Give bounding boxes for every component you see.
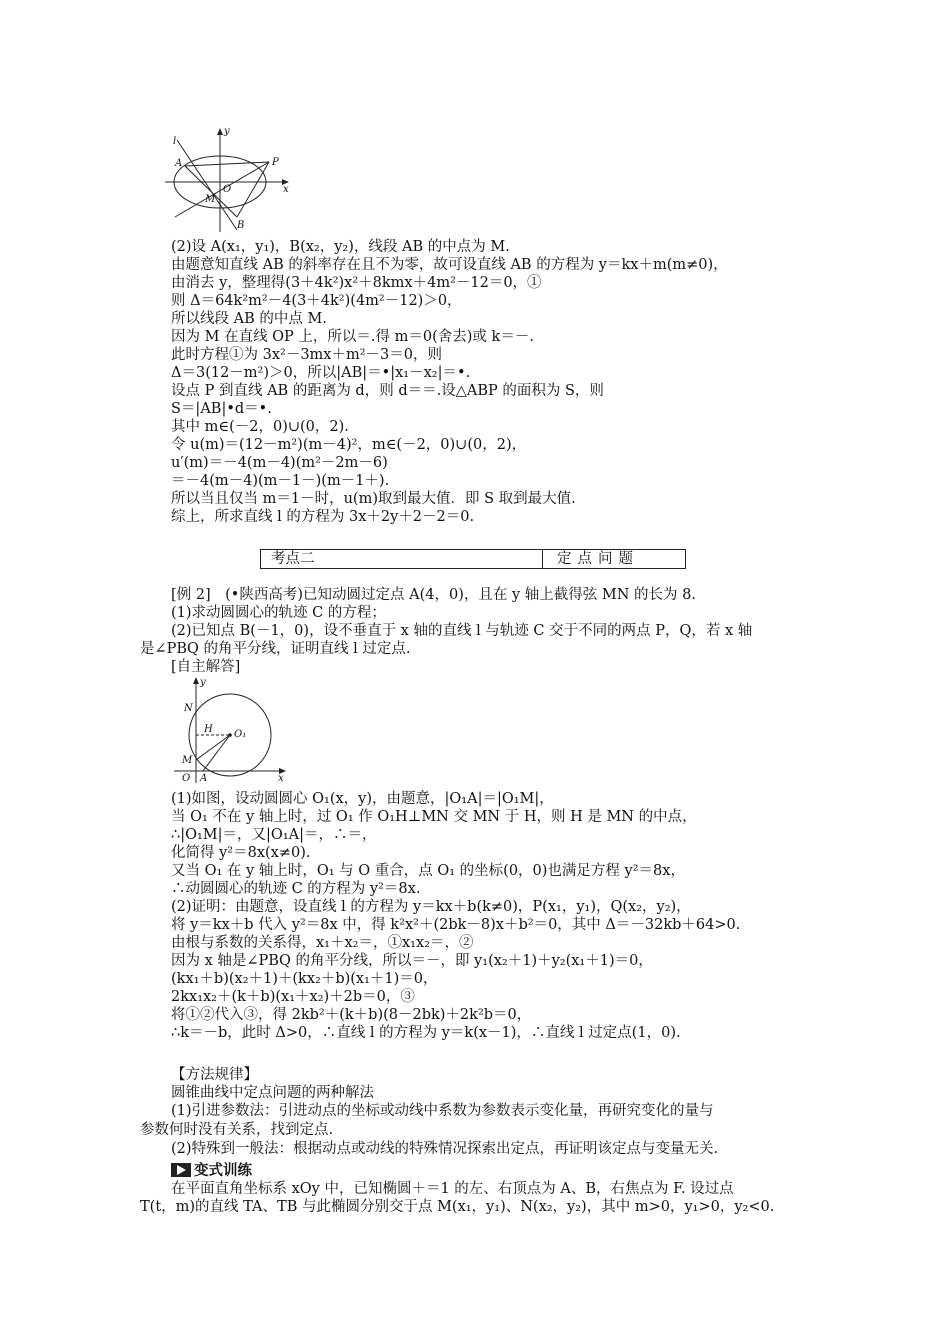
fig2-label-H: H [204,724,213,735]
example-line-5: [自主解答] [171,659,241,675]
fig2-label-A: A [200,773,208,784]
solution-line-7: (2)证明：由题意，设直线 l 的方程为 y＝kx＋b(k≠0)，P(x₁，y₁)，Q(x₂，y₂)， [171,899,691,915]
part1-line-13: u′(m)＝－4(m－4)(m²－2m－6) [171,455,388,471]
solution-line-6: ∴动圆圆心的轨迹 C 的方程为 y²＝8x. [171,881,421,897]
example-line-4: 是∠PBQ 的角平分线，证明直线 l 过定点. [140,641,411,657]
solution-line-1: (1)如图，设动圆圆心 O₁(x，y)，由题意，|O₁A|＝|O₁M|， [171,791,554,807]
fig2-label-O: O [182,773,191,784]
part1-line-5: 所以线段 AB 的中点 M. [171,311,327,327]
solution-line-5: 又当 O₁ 在 y 轴上时，O₁ 与 O 重合，点 O₁ 的坐标(0，0)也满足方程 y²＝8x， [171,863,685,879]
fig1-label-y: y [224,126,230,137]
ellipse-figure [165,122,295,234]
part1-line-8: Δ＝3(12－m²)＞0，所以|AB|＝•|x₁－x₂|＝•. [171,365,471,381]
section-header-box [260,549,686,569]
fig1-label-O: O [223,184,232,195]
solution-line-4: 化简得 y²＝8x(x≠0). [171,845,311,861]
part1-line-10: S＝|AB|•d＝•. [171,401,272,417]
part1-line-16: 综上，所求直线 l 的方程为 3x＋2y＋2－2＝0. [171,509,475,525]
part1-line-9: 设点 P 到直线 AB 的距离为 d，则 d＝＝.设△ABP 的面积为 S，则 [171,383,604,399]
part1-line-12: 令 u(m)＝(12－m²)(m－4)²，m∈(－2，0)∪(0，2)， [171,437,527,453]
part1-line-7: 此时方程①为 3x²－3mx＋m²－3＝0，则 [171,347,442,363]
solution-line-10: 因为 x 轴是∠PBQ 的角平分线，所以＝－，即 y₁(x₂＋1)＋y₂(x₁＋1)＝0， [171,953,653,969]
solution-line-14: ∴k＝－b，此时 Δ>0，∴直线 l 的方程为 y＝k(x－1)，∴直线 l 过定点(1，0). [171,1025,681,1041]
variant-training-title [171,1162,252,1181]
fig2-label-M: M [182,755,193,766]
method-line-4: (2)特殊到一般法：根据动点或动线的特殊情况探索出定点，再证明该定点与变量无关. [171,1141,719,1157]
part1-line-6: 因为 M 在直线 OP 上，所以＝.得 m＝0(舍去)或 k＝－. [171,329,534,345]
section-divider [542,550,543,568]
fig1-label-x: x [283,184,289,195]
variant-line-1: 在平面直角坐标系 xOy 中，已知椭圆＋＝1 的左、右顶点为 A、B，右焦点为 F. 设过点 [171,1181,734,1197]
part1-line-15: 所以当且仅当 m＝1－时，u(m)取到最大值．即 S 取到最大值. [171,491,576,507]
method-line-3: 参数何时没有关系，找到定点. [140,1122,334,1138]
part1-line-4: 则 Δ＝64k²m²－4(3＋4k²)(4m²－12)＞0， [171,293,462,309]
fig1-label-l: l [173,136,177,147]
method-line-2: (1)引进参数法：引进动点的坐标或动线中系数为参数表示变化量，再研究变化的量与 [171,1103,714,1119]
method-line-1: 圆锥曲线中定点问题的两种解法 [171,1085,374,1101]
variant-title-text: 变式训练 [194,1163,252,1179]
solution-line-11: (kx₁＋b)(x₂＋1)＋(kx₂＋b)(x₁＋1)＝0， [171,971,438,987]
play-icon [171,1163,191,1177]
solution-line-12: 2kx₁x₂＋(k＋b)(x₁＋x₂)＋2b＝0，③ [171,989,415,1005]
fig1-label-A: A [175,158,183,169]
example-line-1: [例 2] (•陕西高考)已知动圆过定点 A(4，0)，且在 y 轴上截得弦 MN 的长为 8. [171,587,696,603]
example-line-3: (2)已知点 B(－1，0)，设不垂直于 x 轴的直线 l 与轨迹 C 交于不同的两点 P，Q，若 x 轴 [171,623,753,639]
fig2-label-N: N [184,703,193,714]
section-title: 定点问题 [557,551,639,567]
fig2-label-O1: O₁ [234,729,247,740]
fig2-label-y: y [200,677,206,688]
method-heading: 【方法规律】 [171,1067,258,1083]
part1-line-2: 由题意知直线 AB 的斜率存在且不为零，故可设直线 AB 的方程为 y＝kx＋m(m≠0)， [171,257,728,273]
solution-line-2: 当 O₁ 不在 y 轴上时，过 O₁ 作 O₁H⊥MN 交 MN 于 H，则 H 是 MN 的中点， [171,809,697,825]
circle-figure [172,675,290,785]
fig1-label-P: P [272,157,279,168]
part1-line-11: 其中 m∈(－2，0)∪(0，2). [171,419,349,435]
example-line-2: (1)求动圆圆心的轨迹 C 的方程； [171,605,386,621]
part1-line-1: (2)设 A(x₁，y₁)，B(x₂，y₂)，线段 AB 的中点为 M. [171,239,510,255]
fig1-label-B: B [237,220,245,231]
part1-line-3: 由消去 y，整理得(3＋4k²)x²＋8kmx＋4m²－12＝0，① [171,275,542,291]
section-label: 考点二 [271,551,315,567]
solution-line-3: ∴|O₁M|＝，又|O₁A|＝，∴＝， [171,827,377,843]
variant-line-2: T(t，m)的直线 TA、TB 与此椭圆分别交于点 M(x₁，y₁)、N(x₂，y₂)，其中 m>0，y₁>0，y₂<0. [140,1199,775,1215]
fig2-label-x: x [278,773,284,784]
fig1-label-M: M [205,194,216,205]
solution-line-13: 将①②代入③，得 2kb²＋(k＋b)(8－2bk)＋2k²b＝0， [171,1007,532,1023]
part1-line-14: ＝－4(m－4)(m－1－)(m－1＋). [171,473,390,489]
solution-line-9: 由根与系数的关系得，x₁＋x₂＝，①x₁x₂＝，② [171,935,474,951]
solution-line-8: 将 y＝kx＋b 代入 y²＝8x 中，得 k²x²＋(2bk－8)x＋b²＝0，其中 Δ＝－32kb＋64>0. [171,917,741,933]
